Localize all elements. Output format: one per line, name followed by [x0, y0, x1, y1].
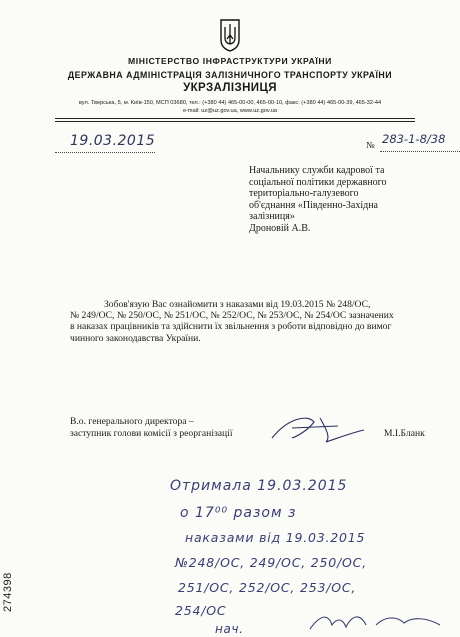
organization-address: вул. Тверська, 5, м. Київ-150, МСП 03680, тел.: (+380 44) 465-00-00, 465-00-10, факс: (+380 44) 465-00-39, 465-32-44 — [78, 100, 382, 106]
letterhead-rule-thick — [55, 118, 415, 119]
body-line: чинного законодавства України. — [70, 332, 201, 344]
addressee-line: соціальної політики державного — [249, 176, 387, 188]
addressee-line: Дроновій А.В. — [249, 222, 311, 234]
addressee-line: залізниця» — [249, 211, 295, 223]
number-underline — [380, 151, 460, 152]
handwritten-line: наказами від 19.03.2015 — [185, 530, 366, 545]
handwritten-line: 254/ОС — [175, 603, 227, 618]
handwritten-signature — [268, 408, 368, 448]
addressee-line: територіально-галузевого — [249, 188, 359, 200]
document-number: 283-1-8/38 — [382, 132, 446, 146]
signer-position: В.о. генерального директора – — [70, 416, 194, 427]
handwritten-line: №248/ОС, 249/ОС, 250/ОС, — [175, 555, 367, 570]
letter-body — [70, 299, 440, 344]
ministry-name: МІНІСТЕРСТВО ІНФРАСТРУКТУРИ УКРАЇНИ — [128, 56, 332, 66]
handwritten-line: Отримала 19.03.2015 — [170, 478, 348, 494]
handwritten-line: о 17⁰⁰ разом з — [180, 505, 297, 521]
administration-name: ДЕРЖАВНА АДМІНІСТРАЦІЯ ЗАЛІЗНИЧНОГО ТРАНСПОРТУ УКРАЇНИ — [67, 70, 393, 80]
letterhead-rule-thin — [55, 121, 415, 122]
number-label: № — [366, 140, 375, 150]
addressee-line: об'єднання «Південно-Західна — [249, 199, 378, 211]
date-underline — [55, 152, 155, 153]
addressee-line: Начальнику служби кадрової та — [249, 165, 385, 176]
document-date: 19.03.2015 — [70, 133, 156, 149]
serial-number: 274398 — [2, 572, 14, 612]
addressee-block — [249, 165, 429, 235]
signer-name: М.І.Бланк — [384, 428, 425, 439]
signer-position-cont: заступник голови комісії з реорганізації — [70, 428, 233, 439]
organization-name: УКРЗАЛІЗНИЦЯ — [183, 82, 277, 94]
handwritten-line: нач. — [215, 622, 244, 636]
receiver-signature — [280, 595, 460, 637]
handwritten-line: 251/ОС, 252/ОС, 253/ОС, — [178, 580, 357, 595]
organization-email: e-mail: uz@uz.gov.ua, www.uz.gov.ua — [182, 108, 278, 114]
body-line: Зобов'язую Вас ознайомити з наказами від 19.03.2015 № 248/ОС, — [104, 299, 371, 310]
body-line: № 249/ОС, № 250/ОС, № 251/ОС, № 252/ОС, № 253/ОС, № 254/ОС зазначених — [70, 310, 394, 322]
body-line: в наказах працівників та здійснити їх звільнення з роботи відповідно до вимог — [70, 321, 392, 333]
trident-emblem-icon — [219, 18, 241, 52]
